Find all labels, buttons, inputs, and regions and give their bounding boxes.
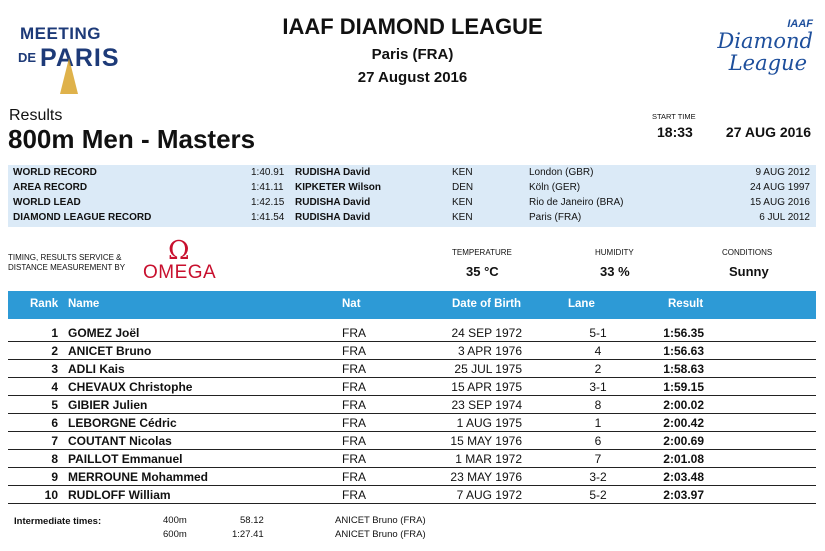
cell-result: 2:00.69 — [663, 434, 704, 448]
omega-logo-text: OMEGA — [143, 262, 217, 283]
cell-nat: FRA — [342, 362, 366, 376]
records-panel — [8, 165, 816, 227]
cell-result: 2:01.08 — [663, 452, 704, 466]
cell-lane: 8 — [594, 398, 602, 412]
cell-rank: 6 — [51, 416, 58, 430]
cell-lane: 3-2 — [589, 470, 607, 484]
record-nat: KEN — [452, 197, 473, 208]
start-time: 18:33 — [657, 124, 693, 140]
cell-nat: FRA — [342, 434, 366, 448]
cell-dob: 23 MAY 1976 — [450, 470, 522, 484]
record-type: DIAMOND LEAGUE RECORD — [13, 212, 152, 223]
cell-rank: 4 — [51, 380, 58, 394]
cell-nat: FRA — [342, 416, 366, 430]
cell-lane: 2 — [594, 362, 602, 376]
record-athlete: KIPKETER Wilson — [295, 182, 382, 193]
record-type: AREA RECORD — [13, 182, 88, 193]
record-time: 1:41.54 — [251, 212, 285, 223]
table-row — [8, 432, 816, 450]
record-row — [8, 210, 816, 225]
record-venue: Köln (GER) — [529, 182, 581, 193]
cell-lane: 5-2 — [589, 488, 607, 502]
record-type: WORLD RECORD — [13, 167, 97, 178]
cell-nat: FRA — [342, 398, 366, 412]
split-leader: ANICET Bruno (FRA) — [335, 529, 426, 540]
cell-name: GIBIER Julien — [68, 398, 148, 412]
record-date: 6 JUL 2012 — [759, 212, 810, 223]
split-time: 1:27.41 — [232, 529, 264, 540]
cell-nat: FRA — [342, 452, 366, 466]
split-time: 58.12 — [240, 515, 264, 526]
cell-rank: 3 — [51, 362, 58, 376]
cell-result: 2:00.02 — [663, 398, 704, 412]
logo-iaaf-text: IAAF — [787, 18, 813, 30]
record-row — [8, 165, 816, 180]
table-row — [8, 360, 816, 378]
header-nat: Nat — [342, 298, 361, 310]
cell-rank: 10 — [44, 488, 58, 502]
conditions-value: Sunny — [729, 264, 769, 279]
cell-rank: 5 — [51, 398, 58, 412]
cell-rank: 9 — [51, 470, 58, 484]
record-venue: London (GBR) — [529, 167, 594, 178]
cell-nat: FRA — [342, 326, 366, 340]
split-distance: 600m — [163, 529, 187, 540]
cell-name: MERROUNE Mohammed — [68, 470, 209, 484]
conditions-label: CONDITIONS — [722, 248, 773, 257]
omega-icon: Ω — [168, 236, 190, 266]
table-row — [8, 414, 816, 432]
temperature-value: 35 °C — [466, 264, 499, 279]
humidity-label: HUMIDITY — [595, 248, 634, 257]
cell-result: 2:03.48 — [663, 470, 704, 484]
event-title: 800m Men - Masters — [8, 124, 256, 154]
table-row — [8, 342, 816, 360]
table-row — [8, 396, 816, 414]
results-table-header — [8, 291, 816, 319]
record-nat: DEN — [452, 182, 474, 193]
record-venue: Rio de Janeiro (BRA) — [529, 197, 624, 208]
cell-dob: 24 SEP 1972 — [451, 326, 522, 340]
meeting-location: Paris (FRA) — [371, 46, 454, 63]
cell-lane: 3-1 — [589, 380, 607, 394]
cell-result: 2:00.42 — [663, 416, 704, 430]
logo-de-text: DE — [18, 50, 37, 65]
timing-line-2: DISTANCE MEASUREMENT BY — [8, 262, 126, 272]
cell-dob: 1 AUG 1975 — [456, 416, 522, 430]
cell-dob: 1 MAR 1972 — [455, 452, 522, 466]
cell-dob: 23 SEP 1974 — [451, 398, 522, 412]
cell-nat: FRA — [342, 470, 366, 484]
header-result: Result — [668, 298, 704, 310]
record-row — [8, 195, 816, 210]
cell-dob: 15 MAY 1976 — [450, 434, 522, 448]
cell-result: 1:56.35 — [663, 326, 704, 340]
logo-paris-text: PARIS — [40, 44, 120, 72]
record-date: 24 AUG 1997 — [749, 182, 810, 193]
league-title: IAAF DIAMOND LEAGUE — [282, 14, 543, 39]
record-nat: KEN — [452, 167, 473, 178]
intermediate-times-label: Intermediate times: — [14, 516, 102, 527]
logo-meeting-text: MEETING — [20, 24, 101, 43]
split-distance: 400m — [163, 515, 187, 526]
cell-name: PAILLOT Emmanuel — [68, 452, 183, 466]
table-row — [8, 468, 816, 486]
cell-dob: 3 APR 1976 — [457, 344, 522, 358]
table-row — [8, 378, 816, 396]
cell-dob: 7 AUG 1972 — [456, 488, 522, 502]
timing-credit — [8, 253, 125, 272]
record-athlete: RUDISHA David — [295, 167, 371, 178]
diamond-league-logo — [693, 18, 813, 80]
cell-rank: 2 — [51, 344, 58, 358]
table-row — [8, 486, 816, 504]
logo-diamond-text: Diamond — [717, 29, 813, 53]
record-time: 1:41.11 — [251, 182, 284, 193]
cell-name: ANICET Bruno — [68, 344, 152, 358]
record-athlete: RUDISHA David — [295, 197, 371, 208]
split-leader: ANICET Bruno (FRA) — [335, 515, 426, 526]
cell-rank: 1 — [51, 326, 58, 340]
table-row — [8, 324, 816, 342]
start-time-label: START TIME — [652, 112, 696, 121]
cell-lane: 6 — [594, 434, 602, 448]
cell-result: 2:03.97 — [663, 488, 704, 502]
humidity-value: 33 % — [600, 264, 630, 279]
cell-result: 1:56.63 — [663, 344, 704, 358]
cell-lane: 7 — [594, 452, 602, 466]
record-venue: Paris (FRA) — [529, 212, 582, 223]
record-time: 1:40.91 — [251, 167, 285, 178]
record-date: 15 AUG 2016 — [749, 197, 810, 208]
cell-result: 1:58.63 — [663, 362, 704, 376]
cell-rank: 8 — [51, 452, 58, 466]
record-date: 9 AUG 2012 — [755, 167, 810, 178]
cell-name: ADLI Kais — [68, 362, 125, 376]
header-rank: Rank — [30, 298, 59, 310]
header-dob: Date of Birth — [452, 298, 521, 310]
cell-dob: 15 APR 1975 — [451, 380, 522, 394]
results-label: Results — [9, 107, 63, 124]
cell-name: LEBORGNE Cédric — [68, 416, 177, 430]
cell-dob: 25 JUL 1975 — [454, 362, 522, 376]
timing-line-1: TIMING, RESULTS SERVICE & — [8, 253, 122, 262]
cell-lane: 1 — [594, 416, 602, 430]
header-lane: Lane — [568, 298, 595, 310]
cell-lane: 5-1 — [589, 326, 607, 340]
cell-result: 1:59.15 — [663, 380, 704, 394]
cell-nat: FRA — [342, 380, 366, 394]
cell-name: GOMEZ Joël — [68, 326, 140, 340]
cell-name: COUTANT Nicolas — [68, 434, 172, 448]
cell-rank: 7 — [51, 434, 58, 448]
cell-lane: 4 — [594, 344, 602, 358]
logo-league-text: League — [728, 51, 807, 75]
record-row — [8, 180, 816, 195]
cell-name: RUDLOFF William — [68, 488, 171, 502]
record-type: WORLD LEAD — [13, 197, 81, 208]
cell-name: CHEVAUX Christophe — [68, 380, 193, 394]
header-name: Name — [68, 298, 100, 310]
record-nat: KEN — [452, 212, 473, 223]
meeting-date: 27 August 2016 — [357, 69, 468, 86]
cell-nat: FRA — [342, 488, 366, 502]
table-row — [8, 450, 816, 468]
record-time: 1:42.15 — [251, 197, 285, 208]
record-athlete: RUDISHA David — [295, 212, 371, 223]
start-date: 27 AUG 2016 — [725, 124, 811, 140]
cell-nat: FRA — [342, 344, 366, 358]
temperature-label: TEMPERATURE — [452, 248, 512, 257]
